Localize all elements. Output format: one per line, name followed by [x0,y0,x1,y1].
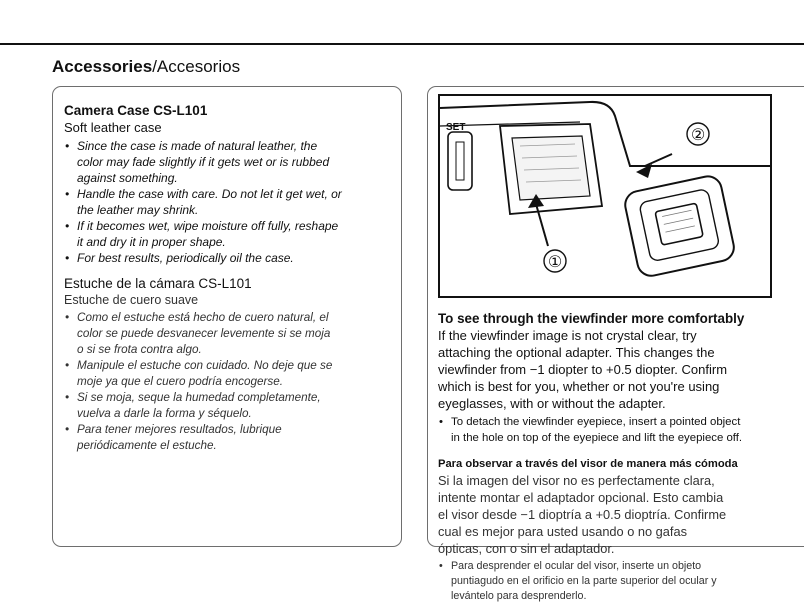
eyepiece-cup [623,174,737,278]
arrow-2-line [645,154,672,166]
list-item: • Para tener mejores resultados, lubrique periódicamente el estuche. [64,422,398,454]
heading-en: Accessories [52,57,153,76]
list-item: • Si se moja, seque la humedad completamente, vuelva a darle la forma y séquelo. [64,390,398,422]
heading-es: Accesorios [156,57,241,76]
case-subtitle-en: Soft leather case [64,120,162,135]
viewfinder-note-es [438,559,804,604]
list-item: • Como el estuche está hecho de cuero natural, el color se puede desvanecer levemente si se moja o si se frota contra algo. [64,310,398,358]
eyepiece-illustration [438,94,772,298]
case-subtitle-es: Estuche de cuero suave [64,293,199,307]
heading-separator: / [152,57,157,76]
list-item: • Para desprender el ocular del visor, inserte un objeto puntiagudo en el orificio en la parte superior del ocular y levántelo para desprenderlo. [438,559,804,604]
case-bullets-en [64,138,398,266]
viewfinder-content [438,310,804,604]
list-item: • Manipule el estuche con cuidado. No deje que se moje ya que el cuero podría encogerse. [64,358,398,390]
case-bullets-es [64,310,398,454]
list-item: • To detach the viewfinder eyepiece, insert a pointed object in the hole on top of the eyepiece and lift the eyepiece off. [438,414,804,446]
section-heading [52,57,240,77]
camera-case-content [64,102,398,454]
viewfinder-title-es: Para observar a través del visor de manera más cómoda [438,458,738,470]
case-title-es: Estuche de la cámara CS-L101 [64,276,252,291]
callout-2: ② [690,125,706,144]
viewfinder-body-es: Si la imagen del visor no es perfectamente clara, intente montar el adaptador opcional. Esto cambia el visor desde −1 dioptría a +0.5 dioptría. Confirme cual es mejor para usted usando o no gafas ópticas, con o sin el adaptador. [438,473,727,556]
viewfinder-body-en: If the viewfinder image is not crystal clear, try attaching the optional adapter. This changes the viewfinder from −1 diopter to +0.5 diopter. Confirm which is best for you, whether or not you're using eyeglasses, with or without the adapter. [438,328,728,411]
list-item: • For best results, periodically oil the case. [64,250,398,266]
set-button-outline [448,132,472,190]
viewfinder-note-en [438,414,804,446]
list-item: • Handle the case with care. Do not let it get wet, or the leather may shrink. [64,186,398,218]
top-rule [0,43,804,45]
list-item: • If it becomes wet, wipe moisture off fully, reshape it and dry it in proper shape. [64,218,398,250]
case-title-en: Camera Case CS-L101 [64,103,208,118]
camera-eyepiece-drawing [440,96,770,296]
set-button-label: SET [446,122,466,133]
list-item: • Since the case is made of natural leather, the color may fade slightly if it gets wet or is rubbed against something. [64,138,398,186]
viewfinder-title-en: To see through the viewfinder more comfortably [438,311,745,326]
callout-1: ① [547,252,563,271]
